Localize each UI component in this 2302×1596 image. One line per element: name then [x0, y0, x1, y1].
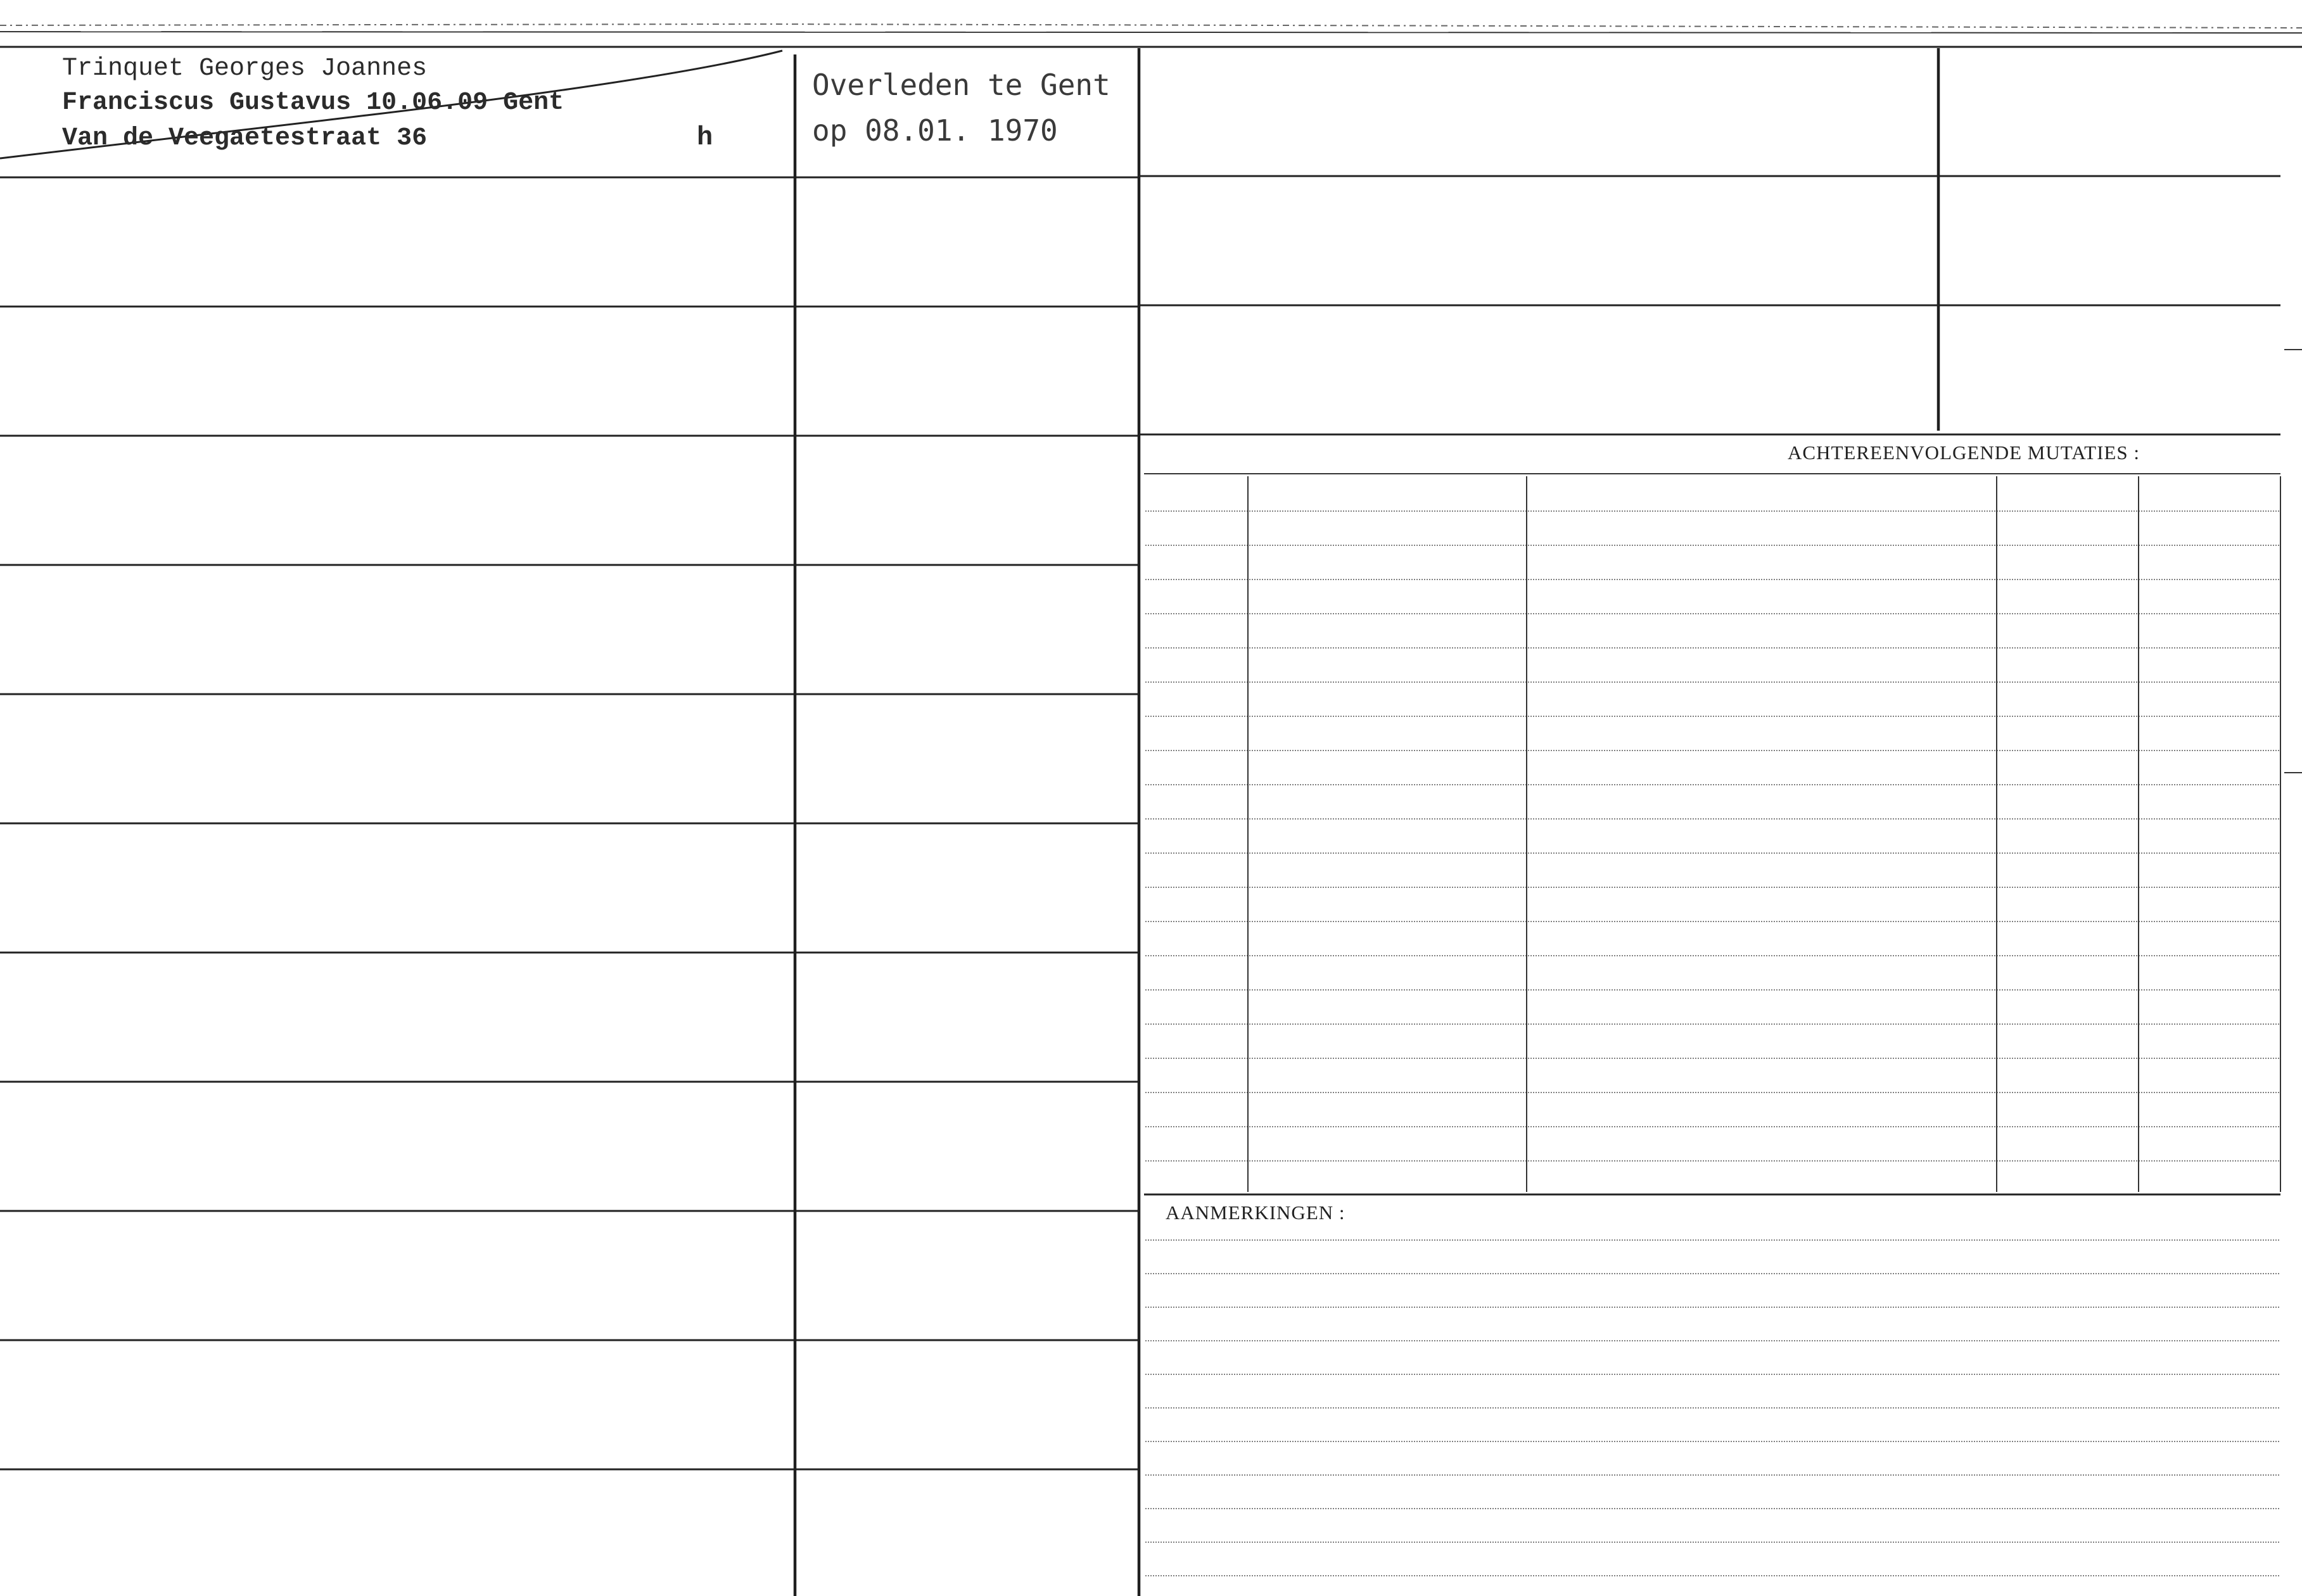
remarks-lines [1145, 1240, 2280, 1576]
address-line: Van de Veegaetestraat 36 [62, 124, 428, 153]
death-note-line-2: op 08.01. 1970 [812, 113, 1058, 148]
gender-mark: h [697, 122, 713, 153]
name-line-1: Trinquet Georges Joannes [62, 54, 428, 83]
name-line-2: Franciscus Gustavus 10.06.09 Gent [62, 89, 564, 117]
left-column-rules [0, 177, 1138, 1469]
death-note-line-1: Overleden te Gent [812, 68, 1110, 102]
remarks-header: AANMERKINGEN : [1166, 1201, 1345, 1224]
mutations-grid [1145, 476, 2280, 1192]
mutations-header: ACHTEREENVOLGENDE MUTATIES : [1788, 441, 2140, 464]
top-edge-noise [0, 24, 2302, 33]
